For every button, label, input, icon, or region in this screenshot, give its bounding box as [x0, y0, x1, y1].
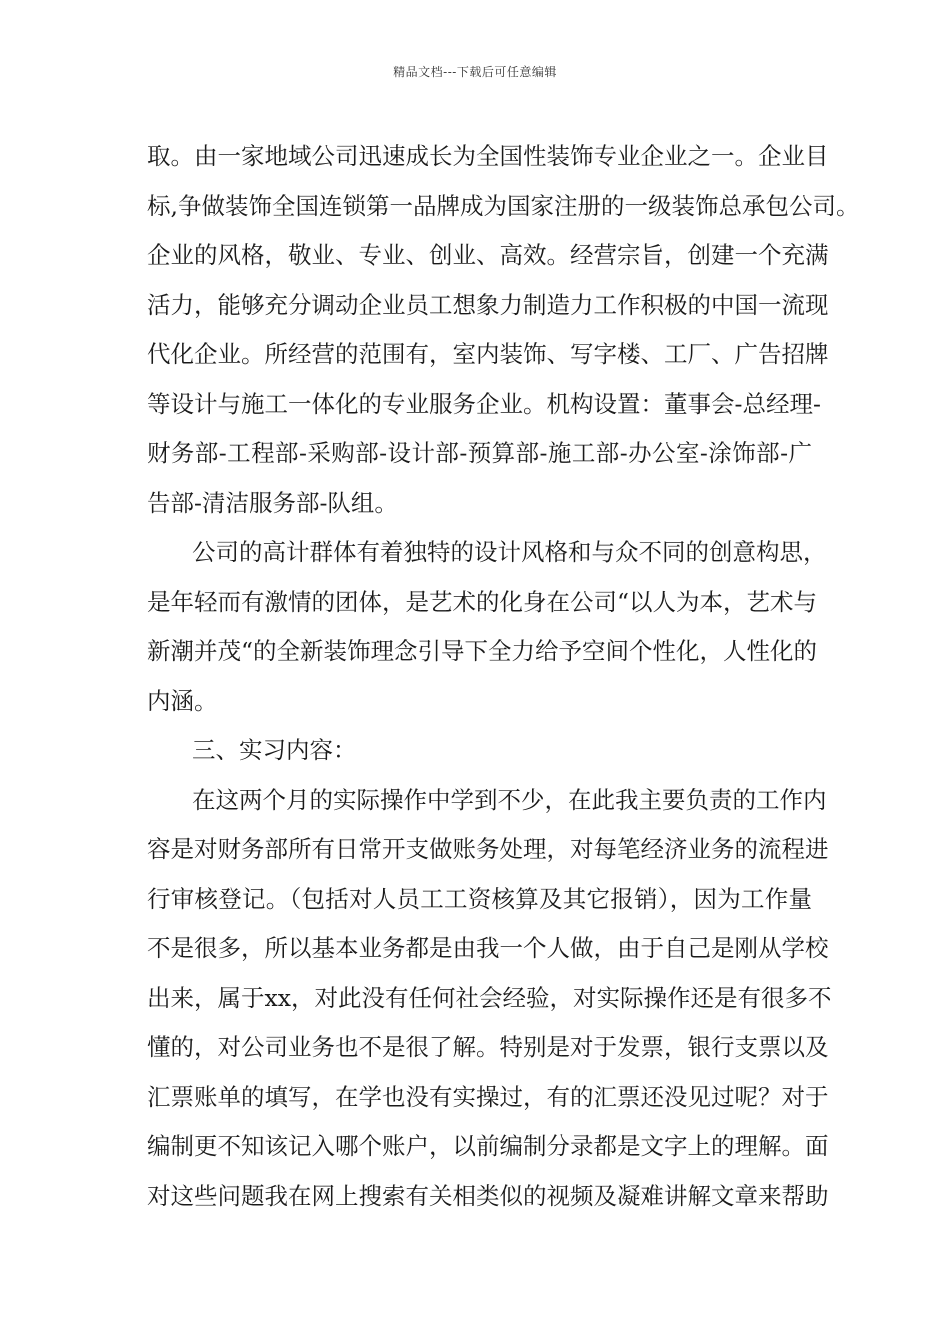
text-line: 行审核登记。（包括对人员工工资核算及其它报销），因为工作量 — [147, 884, 812, 913]
text-line: 财务部-工程部-采购部-设计部-预算部-施工部-办公室-涂饰部-广 — [147, 439, 812, 467]
text-line: 等设计与施工一体化的专业服务企业。机构设置：董事会-总经理- — [147, 389, 821, 418]
text-line: 取。由一家地域公司迅速成长为全国性装饰专业企业之一。企业目 — [147, 142, 829, 170]
paragraph-company-profile — [147, 132, 860, 528]
text-line: 不是很多，所以基本业务都是由我一个人做，由于自己是刚从学校 — [147, 934, 829, 962]
page-header: 精品文档---下载后可任意编辑 — [393, 65, 557, 79]
text-line: 内涵。 — [147, 686, 218, 715]
text-line: 活力，能够充分调动企业员工想象力制造力工作积极的中国一流现 — [147, 290, 829, 319]
text-line: 在这两个月的实际操作中学到不少，在此我主要负责的工作内 — [192, 785, 827, 814]
text-line: 出来，属于xx，对此没有任何社会经验，对实际操作还是有很多不 — [147, 983, 832, 1012]
text-line: 是年轻而有激情的团体，是艺术的化身在公司“以人为本，艺术与 — [147, 587, 818, 616]
section-heading: 三、实习内容： — [192, 736, 357, 764]
paragraph-internship-work — [147, 776, 832, 1222]
document-body — [147, 132, 860, 1221]
text-line: 告部-清洁服务部-队组。 — [147, 488, 398, 517]
text-line: 懂的，对公司业务也不是很了解。特别是对于发票，银行支票以及 — [147, 1033, 829, 1061]
paragraph-design-team — [147, 528, 827, 726]
text-line: 容是对财务部所有日常开支做账务处理，对每笔经济业务的流程进 — [147, 835, 829, 863]
section-heading-internship-content — [147, 726, 812, 776]
text-line: 标,争做装饰全国连锁第一品牌成为国家注册的一级装饰总承包公司。 — [147, 191, 860, 220]
text-line: 汇票账单的填写，在学也没有实操过，有的汇票还没见过呢？对于 — [147, 1082, 829, 1111]
text-line: 代化企业。所经营的范围有，室内装饰、写字楼、工厂、广告招牌 — [147, 340, 829, 368]
text-line: 新潮并茂“的全新装饰理念引导下全力给予空间个性化，人性化的 — [147, 637, 818, 665]
text-line: 公司的高计群体有着独特的设计风格和与众不同的创意构思， — [192, 538, 827, 566]
text-line: 编制更不知该记入哪个账户，以前编制分录都是文字上的理解。面 — [147, 1132, 829, 1160]
text-line: 企业的风格，敬业、专业、创业、高效。经营宗旨，创建一个充满 — [147, 241, 829, 269]
text-line: 对这些问题我在网上搜索有关相类似的视频及凝难讲解文章来帮助 — [147, 1181, 829, 1210]
